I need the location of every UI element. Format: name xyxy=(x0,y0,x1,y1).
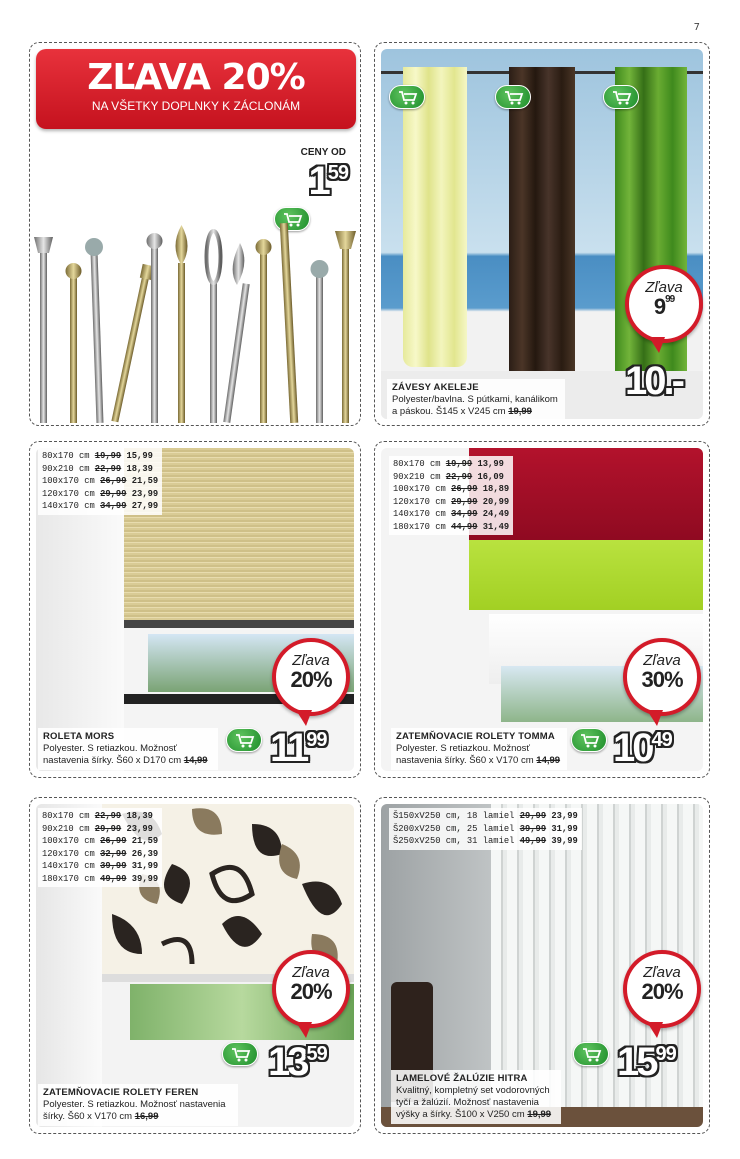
curtain-rods-image xyxy=(30,223,361,423)
feren-description: ZATEMŇOVACIE ROLETY FEREN Polyester. S retiazkou. Možnosť nastavenia šírky. Š60 x V170 cm 16,99 xyxy=(38,1084,238,1126)
mors-price-list xyxy=(38,448,162,515)
banner-title: ZĽAVA 20% xyxy=(87,57,305,98)
product-title: LAMELOVÉ ŽALÚZIE HITRA xyxy=(396,1073,528,1084)
curtains-akeleje-card xyxy=(374,42,710,426)
price-row: 140x170 cm 39,99 31,99 xyxy=(42,861,159,871)
discount-badge: Zľava 30% xyxy=(623,638,701,716)
price-row: 120x170 cm 29,99 23,99 xyxy=(42,488,159,499)
price-row: 90x210 cm 22,99 16,09 xyxy=(393,471,504,482)
price-row: Š150xV250 cm, 18 lamiel 29,99 23,99 xyxy=(393,811,578,821)
discount-badge: Zľava $9^{99}$ xyxy=(625,265,703,343)
discount-badge: Zľava 20% xyxy=(272,950,350,1028)
tomma-description: ZATEMŇOVACIE ROLETY TOMMA Polyester. S retiazkou. Možnosť nastavenia šírky. Š60 x V170 cm 14,99 xyxy=(391,728,567,770)
discount-badge: Zľava 20% xyxy=(272,638,350,716)
price-row: 80x170 cm 22,99 18,39 xyxy=(42,811,153,821)
hitra-price-list xyxy=(389,808,582,850)
feren-price-list xyxy=(38,808,162,887)
cart-icon[interactable] xyxy=(222,1042,258,1066)
tomma-price-list xyxy=(389,456,513,535)
cart-icon[interactable] xyxy=(571,728,607,752)
old-price: 19,99 xyxy=(508,406,532,417)
cart-icon[interactable] xyxy=(226,728,262,752)
product-title: ZATEMŇOVACIE ROLETY FEREN xyxy=(43,1087,199,1098)
old-price: 16,99 xyxy=(134,1111,159,1122)
curtains-price: 10.- xyxy=(625,359,682,403)
price-row: 180x170 cm 44,99 31,49 xyxy=(393,521,510,532)
rolety-tomma-card xyxy=(374,441,710,778)
cart-icon[interactable] xyxy=(389,85,425,109)
discount-banner xyxy=(36,49,356,129)
cart-icon[interactable] xyxy=(573,1042,609,1066)
banner-subtitle: NA VŠETKY DOPLNKY K ZÁCLONÁM xyxy=(91,99,301,113)
prices-from-label: CENY OD xyxy=(300,147,346,158)
page-number: 7 xyxy=(693,22,700,33)
mors-description: ROLETA MORS Polyester. S retiazkou. Možnosť nastavenia šírky. Š60 x D170 cm 14,99 xyxy=(38,728,218,770)
price-row: 90x210 cm 22,99 18,39 xyxy=(42,463,153,474)
mors-price: 1199 xyxy=(270,726,327,770)
product-title: ROLETA MORS xyxy=(43,731,115,742)
price-row: 100x170 cm 26,99 21,59 xyxy=(42,476,159,486)
price-row: 100x170 cm 26,99 21,59 xyxy=(42,836,159,846)
old-price: 14,99 xyxy=(183,755,208,766)
price-row: Š250xV250 cm, 31 lamiel 49,99 39,99 xyxy=(393,836,578,846)
curtains-description: ZÁVESY AKELEJE Polyester/bavlna. S pútkami, kanálikom a páskou. Š145 x V245 cm 19,99 xyxy=(387,379,565,421)
price-row: 140x170 cm 34,99 27,99 xyxy=(42,501,159,511)
price-row: Š200xV250 cm, 25 lamiel 39,99 31,99 xyxy=(393,823,578,834)
zaluzie-hitra-card xyxy=(374,797,710,1134)
old-price: 19,99 xyxy=(527,1109,552,1120)
hitra-price: 1599 xyxy=(617,1040,676,1084)
price-row: 100x170 cm 26,99 18,89 xyxy=(393,484,510,494)
price-row: 140x170 cm 34,99 24,49 xyxy=(393,509,510,519)
price-row: 80x170 cm 19,99 15,99 xyxy=(42,451,153,461)
feren-price: 1359 xyxy=(268,1040,327,1084)
cart-icon[interactable] xyxy=(495,85,531,109)
discount-badge: Zľava 20% xyxy=(623,950,701,1028)
roleta-mors-card xyxy=(29,441,361,778)
price-row: 120x170 cm 32,99 26,39 xyxy=(42,848,159,859)
rods-price: 159 xyxy=(308,159,348,203)
rolety-feren-card xyxy=(29,797,361,1134)
price-row: 180x170 cm 49,99 39,99 xyxy=(42,873,159,884)
product-title: ZATEMŇOVACIE ROLETY TOMMA xyxy=(396,731,555,742)
old-price: 14,99 xyxy=(536,755,561,766)
product-title: ZÁVESY AKELEJE xyxy=(392,382,479,393)
curtain-rods-card xyxy=(29,42,361,426)
price-row: 90x210 cm 29,99 23,99 xyxy=(42,823,153,834)
price-row: 120x170 cm 29,99 20,99 xyxy=(393,496,510,507)
hitra-description: LAMELOVÉ ŽALÚZIE HITRA Kvalitný, kompletný set vodorovných tyčí a žalúzií. Možnosť nastavenia výšky a šírky. Š100 x V250 cm 19,99 xyxy=(391,1070,561,1124)
cart-icon[interactable] xyxy=(603,85,639,109)
price-row: 80x170 cm 19,99 13,99 xyxy=(393,459,504,469)
tomma-price: 1049 xyxy=(613,726,672,770)
